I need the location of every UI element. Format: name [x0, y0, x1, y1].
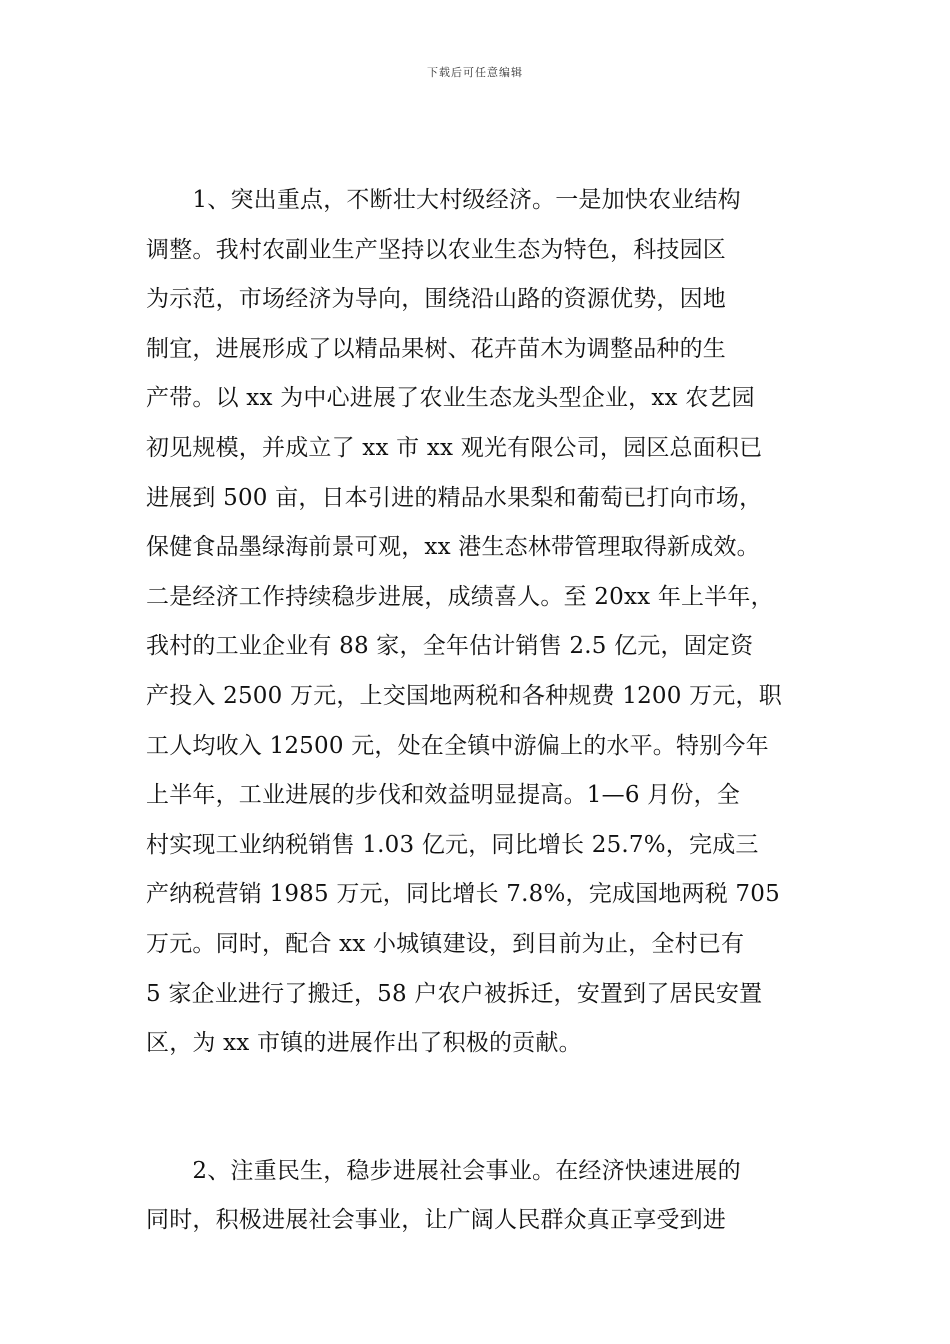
text-line: 二是经济工作持续稳步进展，成绩喜人。至 20xx 年上半年， — [146, 583, 774, 610]
text-line: 同时，积极进展社会事业，让广阔人民群众真正享受到进 — [146, 1207, 726, 1234]
text-line: 产投入 2500 万元，上交国地两税和各种规费 1200 万元，职 — [146, 682, 782, 709]
text-line: 1、突出重点，不断壮大村级经济。一是加快农业结构 — [146, 187, 741, 213]
text-line: 进展到 500 亩，日本引进的精品水果梨和葡萄已打向市场， — [146, 484, 763, 511]
text-line: 保健食品墨绿海前景可观，xx 港生态林带管理取得新成效。 — [146, 534, 760, 561]
text-line: 为示范，市场经济为导向，围绕沿山路的资源优势，因地 — [146, 286, 726, 313]
text-line: 2、注重民生，稳步进展社会事业。在经济快速进展的 — [146, 1157, 741, 1184]
paragraph-social-undertakings — [146, 1147, 806, 1246]
paragraph-village-economy — [146, 176, 806, 1069]
page-header: 下载后可任意编辑 — [427, 66, 523, 79]
text-line: 产纳税营销 1985 万元，同比增长 7.8%，完成国地两税 705 — [146, 881, 780, 908]
text-line: 调整。我村农副业生产坚持以农业生态为特色，科技园区 — [146, 236, 726, 263]
text-line: 初见规模，并成立了 xx 市 xx 观光有限公司，园区总面积已 — [146, 434, 763, 461]
paragraph-gap — [146, 1069, 806, 1147]
text-line: 村实现工业纳税销售 1.03 亿元，同比增长 25.7%，完成三 — [146, 831, 759, 858]
text-line: 产带。以 xx 为中心进展了农业生态龙头型企业，xx 农艺园 — [146, 385, 755, 412]
text-line: 区，为 xx 市镇的进展作出了积极的贡献。 — [146, 1030, 582, 1057]
text-line: 制宜，进展形成了以精品果树、花卉苗木为调整品种的生 — [146, 335, 726, 362]
text-line: 万元。同时，配合 xx 小城镇建设，到目前为止，全村已有 — [146, 930, 745, 957]
text-line: 上半年，工业进展的步伐和效益明显提高。1—6 月份，全 — [146, 782, 740, 809]
text-line: 工人均收入 12500 元，处在全镇中游偏上的水平。特别今年 — [146, 732, 769, 759]
document-body — [146, 176, 806, 1246]
text-line: 我村的工业企业有 88 家，全年估计销售 2.5 亿元，固定资 — [146, 633, 754, 660]
text-line: 5 家企业进行了搬迁，58 户农户被拆迁，安置到了居民安置 — [146, 980, 763, 1007]
